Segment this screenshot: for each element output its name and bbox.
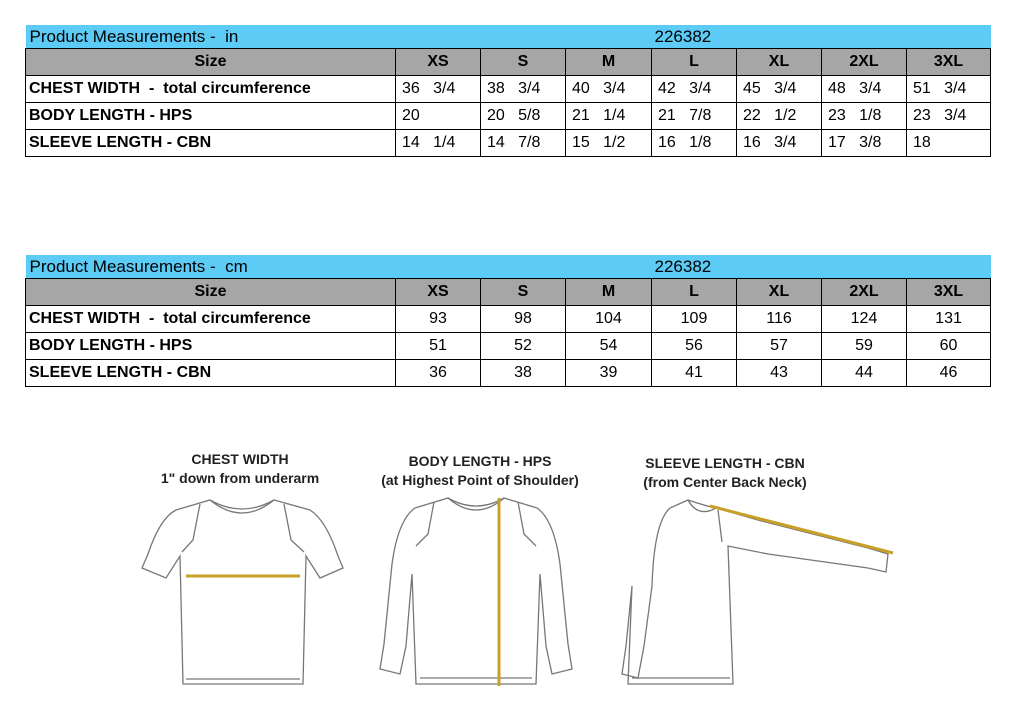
size-header: XL <box>737 279 822 306</box>
size-header-row <box>26 49 991 76</box>
diagram-subtitle: 1" down from underarm <box>160 470 320 486</box>
chest-width-caption <box>135 450 345 488</box>
diagram-subtitle: (at Highest Point of Shoulder) <box>381 472 579 488</box>
table-row <box>26 360 991 387</box>
size-header: 3XL <box>907 279 991 306</box>
row-label: SLEEVE LENGTH - CBN <box>26 360 396 387</box>
measure-cell: 23 1/8 <box>822 103 907 130</box>
cm-table <box>25 255 990 387</box>
size-header: XL <box>737 49 822 76</box>
measure-cell: 40 3/4 <box>566 76 652 103</box>
style-code: 226382 <box>652 25 991 49</box>
measure-cell: 44 <box>822 360 907 387</box>
measure-cell: 93 <box>396 306 481 333</box>
body-length-caption <box>360 452 600 490</box>
measure-cell: 36 3/4 <box>396 76 481 103</box>
table-row <box>26 333 991 360</box>
size-header: XS <box>396 49 481 76</box>
table-title: Product Measurements - in <box>26 25 396 49</box>
diagram-title: SLEEVE LENGTH - CBN <box>645 455 805 471</box>
sleeve-length-caption <box>615 454 835 492</box>
measure-cell: 45 3/4 <box>737 76 822 103</box>
row-label: CHEST WIDTH - total circumference <box>26 76 396 103</box>
table-title-row <box>26 255 991 279</box>
measure-cell: 52 <box>481 333 566 360</box>
measure-cell: 16 3/4 <box>737 130 822 157</box>
table-title: Product Measurements - cm <box>26 255 396 279</box>
table-row <box>26 130 991 157</box>
measure-cell: 42 3/4 <box>652 76 737 103</box>
measure-cell: 38 <box>481 360 566 387</box>
row-label: BODY LENGTH - HPS <box>26 103 396 130</box>
measure-cell: 59 <box>822 333 907 360</box>
style-code: 226382 <box>652 255 991 279</box>
table-row <box>26 306 991 333</box>
measure-cell: 104 <box>566 306 652 333</box>
measure-cell: 131 <box>907 306 991 333</box>
diagram-subtitle: (from Center Back Neck) <box>643 474 807 490</box>
measure-cell: 109 <box>652 306 737 333</box>
row-label: SLEEVE LENGTH - CBN <box>26 130 396 157</box>
measure-cell: 60 <box>907 333 991 360</box>
tshirt-chest-diagram-icon <box>138 496 348 686</box>
measure-cell: 21 1/4 <box>566 103 652 130</box>
measure-cell: 51 <box>396 333 481 360</box>
table-row <box>26 103 991 130</box>
measure-cell: 14 7/8 <box>481 130 566 157</box>
row-label: CHEST WIDTH - total circumference <box>26 306 396 333</box>
measure-cell: 124 <box>822 306 907 333</box>
measure-cell: 14 1/4 <box>396 130 481 157</box>
size-header-label: Size <box>26 279 396 306</box>
size-header: L <box>652 49 737 76</box>
measure-cell: 36 <box>396 360 481 387</box>
measure-cell: 23 3/4 <box>907 103 991 130</box>
row-label: BODY LENGTH - HPS <box>26 333 396 360</box>
size-header: 2XL <box>822 49 907 76</box>
size-header: L <box>652 279 737 306</box>
measure-cell: 54 <box>566 333 652 360</box>
size-header: M <box>566 49 652 76</box>
measure-cell: 48 3/4 <box>822 76 907 103</box>
measure-cell: 20 <box>396 103 481 130</box>
measure-cell: 21 7/8 <box>652 103 737 130</box>
size-header: S <box>481 49 566 76</box>
measure-cell: 51 3/4 <box>907 76 991 103</box>
size-header: XS <box>396 279 481 306</box>
diagram-title: CHEST WIDTH <box>191 451 289 467</box>
measure-cell: 116 <box>737 306 822 333</box>
size-header-row <box>26 279 991 306</box>
measure-cell: 20 5/8 <box>481 103 566 130</box>
measure-cell: 57 <box>737 333 822 360</box>
measure-cell: 98 <box>481 306 566 333</box>
measure-cell: 15 1/2 <box>566 130 652 157</box>
size-header: M <box>566 279 652 306</box>
measure-cell: 46 <box>907 360 991 387</box>
size-header: S <box>481 279 566 306</box>
table-row <box>26 76 991 103</box>
measure-cell: 17 3/8 <box>822 130 907 157</box>
measure-cell: 41 <box>652 360 737 387</box>
size-header: 2XL <box>822 279 907 306</box>
longsleeve-body-length-diagram-icon <box>372 494 582 689</box>
measure-cell: 16 1/8 <box>652 130 737 157</box>
size-header-label: Size <box>26 49 396 76</box>
measure-cell: 22 1/2 <box>737 103 822 130</box>
measure-cell: 38 3/4 <box>481 76 566 103</box>
measure-cell: 18 <box>907 130 991 157</box>
longsleeve-sleeve-length-diagram-icon <box>618 496 898 686</box>
diagram-title: BODY LENGTH - HPS <box>408 453 552 469</box>
inches-table <box>25 25 990 157</box>
size-header: 3XL <box>907 49 991 76</box>
measure-cell: 39 <box>566 360 652 387</box>
table-title-row <box>26 25 991 49</box>
measure-cell: 43 <box>737 360 822 387</box>
measure-cell: 56 <box>652 333 737 360</box>
